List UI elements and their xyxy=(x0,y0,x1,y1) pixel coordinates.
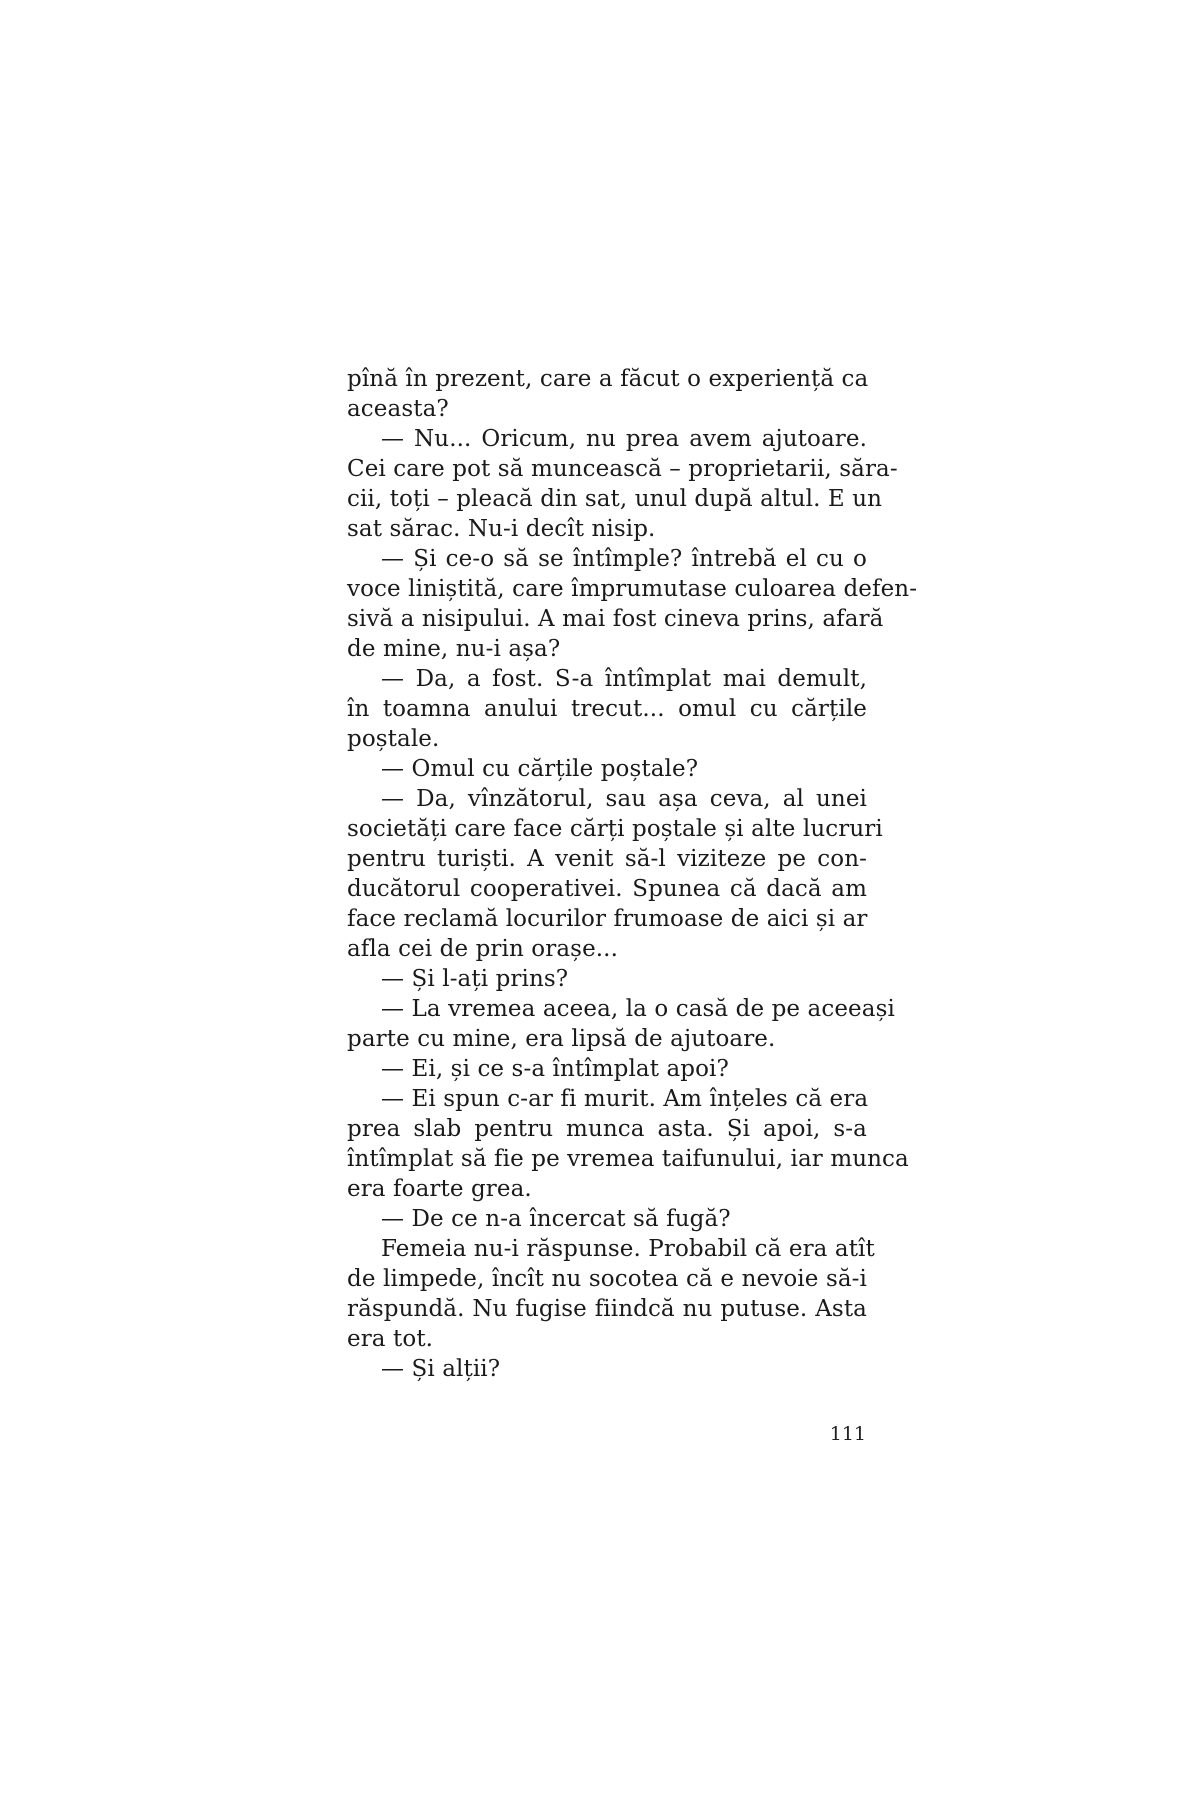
text-line: — Și ce-o să se întîmple? întrebă el cu o xyxy=(381,546,867,572)
text-line: era tot. xyxy=(347,1326,434,1352)
text-line: Femeia nu-i răspunse. Probabil că era atît xyxy=(381,1236,875,1262)
text-line: — Da, vînzătorul, sau așa ceva, al unei xyxy=(381,786,867,812)
text-line: pentru turiști. A venit să-l viziteze pe con- xyxy=(347,846,867,872)
text-line: cii, toți – pleacă din sat, unul după altul. E un xyxy=(347,486,883,512)
text-line: prea slab pentru munca asta. Și apoi, s-a xyxy=(347,1116,867,1142)
text-line: societăți care face cărți poștale și alte lucruri xyxy=(347,816,883,842)
text-line: — Și l-ați prins? xyxy=(381,966,569,992)
text-line: răspundă. Nu fugise fiindcă nu putuse. Asta xyxy=(347,1296,867,1322)
text-line: voce liniștită, care împrumutase culoarea defen- xyxy=(347,576,918,602)
text-line: — De ce n-a încercat să fugă? xyxy=(381,1206,731,1232)
text-line: în toamna anului trecut... omul cu cărțile xyxy=(347,696,867,722)
text-line: Cei care pot să muncească – proprietarii, săra- xyxy=(347,456,898,482)
text-line: sivă a nisipului. A mai fost cineva prins, afară xyxy=(347,606,884,632)
text-line: ducătorul cooperativei. Spunea că dacă am xyxy=(347,876,867,902)
text-line: sat sărac. Nu-i decît nisip. xyxy=(347,516,656,542)
text-line: — Ei, și ce s-a întîmplat apoi? xyxy=(381,1056,729,1082)
text-line: poștale. xyxy=(347,726,440,752)
text-line: — Omul cu cărțile poștale? xyxy=(381,756,699,782)
page-body-text xyxy=(347,364,918,1384)
text-line: — Ei spun c-ar fi murit. Am înțeles că era xyxy=(381,1086,869,1112)
text-line: aceasta? xyxy=(347,396,449,422)
text-line: face reclamă locurilor frumoase de aici și ar xyxy=(347,906,868,932)
text-line: de limpede, încît nu socotea că e nevoie să-i xyxy=(347,1266,867,1292)
text-line: întîmplat să fie pe vremea taifunului, iar munca xyxy=(347,1146,909,1172)
text-line: parte cu mine, era lipsă de ajutoare. xyxy=(347,1026,776,1052)
text-line: era foarte grea. xyxy=(347,1176,532,1202)
text-line: — La vremea aceea, la o casă de pe aceeași xyxy=(381,996,895,1022)
text-line: de mine, nu-i așa? xyxy=(347,636,561,662)
text-line: — Nu... Oricum, nu prea avem ajutoare. xyxy=(381,426,867,452)
page-number: 111 xyxy=(829,1423,866,1445)
text-line: afla cei de prin orașe... xyxy=(347,936,619,962)
text-line: — Da, a fost. S-a întîmplat mai demult, xyxy=(381,666,867,692)
text-line: — Și alții? xyxy=(381,1356,501,1382)
text-line: pînă în prezent, care a făcut o experiență ca xyxy=(347,366,869,392)
